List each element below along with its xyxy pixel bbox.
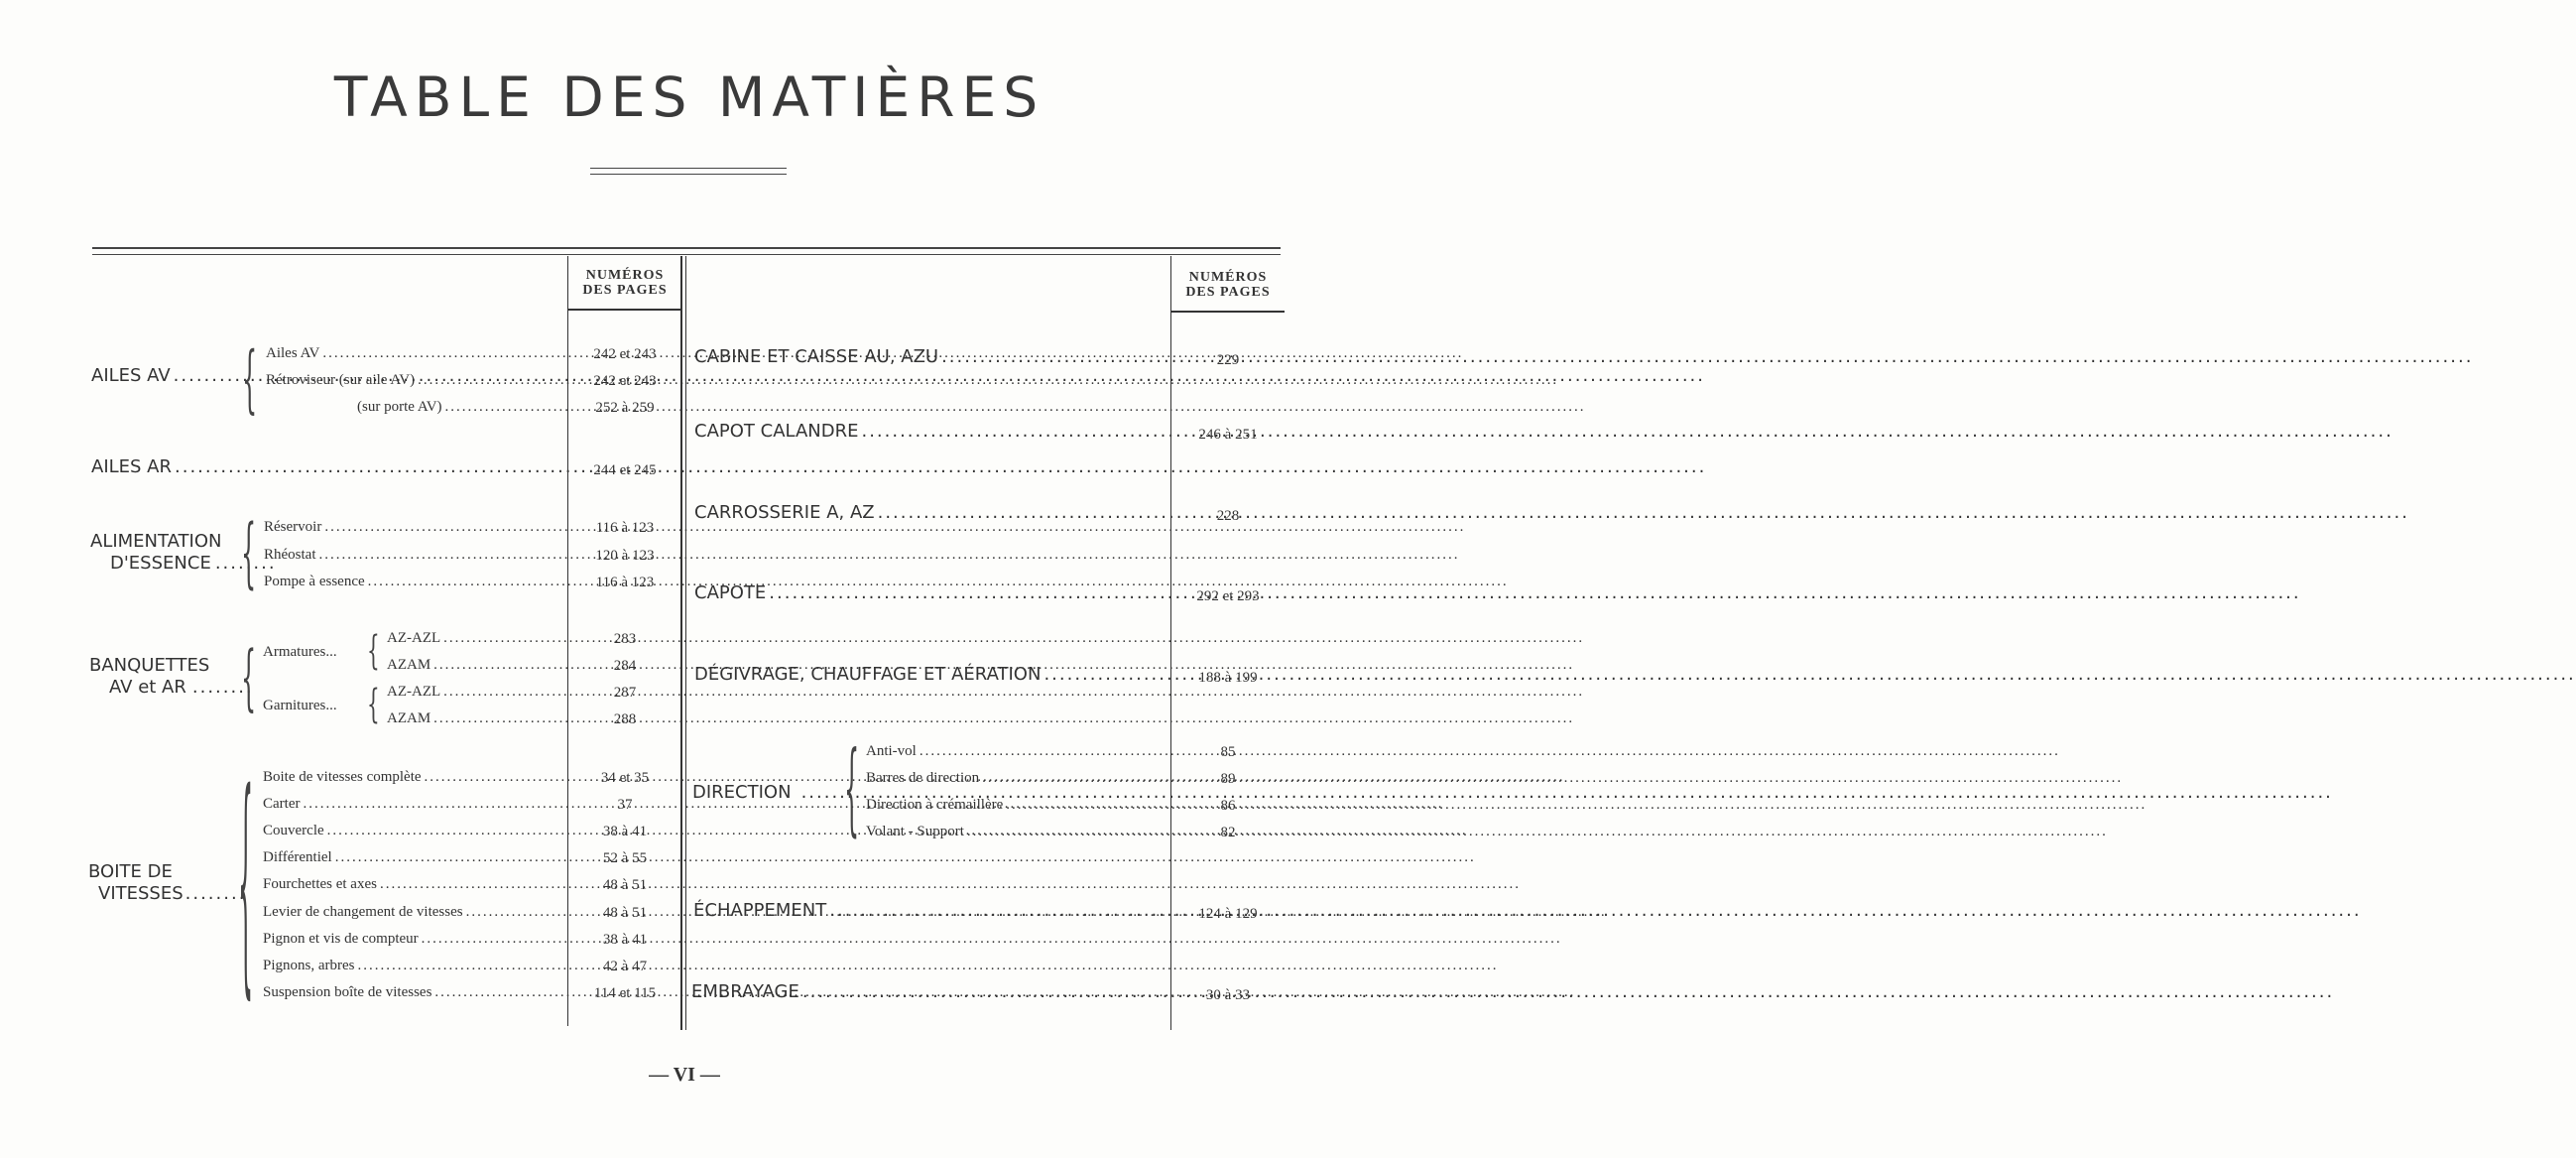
brace-icon: {	[241, 508, 257, 598]
page-number: 82	[1220, 825, 1236, 840]
brace-icon: {	[238, 744, 254, 1022]
page-number: 242 et 243	[593, 373, 657, 389]
item-label: Boite de vitesses complète	[263, 769, 422, 785]
section-direction	[692, 782, 841, 803]
page-number: 52 à 55	[602, 850, 648, 867]
toc-item	[866, 770, 1165, 787]
item-label: Rhéostat	[264, 547, 316, 563]
item-label: AZ-AZL	[387, 684, 441, 700]
toc-item	[263, 931, 563, 948]
toc-item	[263, 904, 563, 921]
page-number: 284	[613, 658, 637, 674]
toc-item	[263, 823, 563, 839]
page-number: 242 et 243	[593, 346, 657, 362]
item-label: Fourchettes et axes	[263, 876, 377, 893]
page-number: 287	[613, 685, 637, 701]
section-label: CAPOTE	[694, 582, 767, 603]
page-number: 48 à 51	[602, 904, 648, 921]
section-alimentation	[90, 531, 277, 575]
brace-icon: {	[241, 636, 257, 719]
page-number: 38 à 41	[602, 824, 648, 840]
section-boite-vitesses	[88, 861, 247, 905]
toc-item	[263, 849, 563, 866]
toc-item	[387, 684, 563, 701]
item-label: Pompe à essence	[264, 574, 365, 589]
section-label-line-1: BOITE DE	[88, 861, 173, 882]
toc-item	[264, 574, 563, 590]
toc-item	[266, 372, 563, 389]
toc-section-entry	[694, 664, 1165, 685]
page-number: 229	[1216, 352, 1240, 368]
leader-dots	[967, 824, 2108, 840]
toc-item	[263, 984, 563, 1001]
item-label: Couvercle	[263, 823, 324, 839]
toc-item	[263, 958, 563, 974]
section-label: CABINE ET CAISSE AU, AZU	[694, 346, 939, 367]
page-number: 246 à 251	[1198, 427, 1258, 443]
section-label: AILES AV	[91, 365, 171, 386]
leader-dots	[358, 958, 1499, 974]
page-title: TABLE DES MATIÈRES	[333, 65, 1045, 129]
toc-item	[357, 399, 563, 416]
page-number: 244 et 245	[593, 462, 657, 478]
toc-section-entry	[694, 421, 1165, 442]
leader-dots	[982, 770, 2123, 787]
item-label: AZAM	[387, 710, 431, 726]
leader-dots	[380, 876, 1521, 893]
table-top-rule	[92, 247, 1281, 255]
section-label: CAPOT CALANDRE	[694, 421, 859, 442]
section-label-line-1: BANQUETTES	[89, 655, 210, 676]
toc-item	[387, 657, 563, 674]
leader-dots	[175, 456, 1706, 477]
toc-item	[866, 743, 1165, 760]
page-number: 252 à 259	[595, 400, 655, 416]
item-label: Anti-vol	[866, 743, 917, 759]
item-label: Levier de changement de vitesses	[263, 903, 463, 920]
toc-section-entry	[694, 582, 1165, 603]
brace-icon: {	[367, 626, 380, 674]
page-number: 292 et 293	[1196, 588, 1260, 604]
section-banquettes	[89, 655, 258, 699]
toc-item	[387, 710, 563, 727]
section-label: EMBRAYAGE	[691, 981, 799, 1002]
page-number: 283	[613, 631, 637, 647]
item-label: AZAM	[387, 657, 431, 673]
left-pages-header	[568, 268, 681, 298]
item-label: Ailes AV	[266, 345, 320, 361]
section-label-line-2: AV et AR	[109, 677, 186, 698]
toc-item	[263, 796, 563, 813]
title-underline	[590, 168, 787, 175]
item-label: Pignons, arbres	[263, 957, 355, 973]
toc-section-entry	[691, 981, 1165, 1002]
section-ailes-ar	[91, 456, 563, 477]
toc-section-entry	[694, 346, 1165, 367]
page-number: 48 à 51	[602, 877, 648, 894]
page-number: 116 à 123	[595, 520, 655, 536]
item-label: Différentiel	[263, 849, 332, 866]
brace-icon: {	[367, 680, 380, 727]
page-number: 34 et 35	[600, 770, 650, 786]
item-label: Carter	[263, 796, 301, 813]
page-number: 30 à 33	[1205, 987, 1251, 1003]
leader-dots	[335, 849, 1476, 866]
item-label: Rétroviseur (sur aile AV)	[266, 372, 416, 388]
header-line-1: NUMÉROS	[1188, 270, 1268, 285]
section-label: DÉGIVRAGE, CHAUFFAGE ET AÉRATION	[694, 664, 1042, 685]
page-number-footer: — VI —	[649, 1064, 720, 1086]
toc-item	[266, 345, 563, 362]
leader-dots	[829, 900, 2361, 921]
item-label: (sur porte AV)	[357, 399, 442, 415]
toc-section-entry	[694, 502, 1165, 523]
leader-dots	[769, 582, 2300, 603]
page-number: 89	[1220, 771, 1236, 787]
brace-icon: {	[242, 335, 258, 423]
page-number: 120 à 123	[595, 548, 655, 564]
page-number: 116 à 123	[595, 575, 655, 590]
leader-dots: ........	[191, 677, 254, 698]
toc-item	[387, 630, 563, 647]
leader-dots: ........	[214, 553, 277, 574]
leader-dots	[802, 981, 2334, 1002]
toc-item	[264, 547, 563, 564]
right-pages-header	[1171, 270, 1285, 300]
toc-item	[263, 769, 563, 786]
page-number: 114 et 115	[593, 984, 657, 1001]
page-number: 288	[613, 711, 637, 727]
section-label: DIRECTION	[692, 782, 792, 803]
leader-dots	[920, 743, 2060, 760]
page-number: 85	[1220, 744, 1236, 760]
header-line-1: NUMÉROS	[585, 268, 665, 283]
leader-dots	[319, 547, 1460, 564]
section-label: CARROSSERIE A, AZ	[694, 502, 875, 523]
item-label: Réservoir	[264, 519, 322, 535]
toc-item	[264, 519, 563, 536]
group-garnitures: Garnitures...	[263, 698, 337, 713]
brace-icon: {	[844, 730, 860, 848]
item-label: Direction à crémaillère	[866, 797, 1004, 813]
group-armatures: Armatures...	[263, 644, 337, 660]
section-label-line-2: VITESSES	[98, 883, 184, 904]
leader-dots	[878, 502, 2409, 523]
group-label: Garnitures	[263, 698, 326, 713]
section-label: AILES AR	[91, 456, 172, 477]
page-number: 86	[1220, 798, 1236, 814]
page-number: 42 à 47	[602, 958, 648, 974]
header-line-2: DES PAGES	[582, 283, 668, 298]
left-header-rule	[568, 309, 681, 311]
page-number: 38 à 41	[602, 931, 648, 948]
item-label: Barres de direction	[866, 770, 980, 786]
section-ailes-av	[91, 365, 238, 386]
section-label-line-2: D'ESSENCE	[110, 553, 211, 574]
right-header-rule	[1171, 311, 1285, 313]
item-label: Pignon et vis de compteur	[263, 930, 419, 947]
page-number: 124 à 129	[1198, 906, 1258, 922]
page-number: 228	[1216, 508, 1240, 524]
header-line-2: DES PAGES	[1185, 285, 1271, 300]
section-label-line-1: ALIMENTATION	[90, 531, 222, 552]
toc-item	[866, 824, 1165, 840]
item-label: Suspension boîte de vitesses	[263, 983, 432, 1000]
toc-section-entry	[693, 900, 1165, 921]
leader-dots	[861, 421, 2392, 442]
section-label: ÉCHAPPEMENT	[693, 900, 827, 921]
toc-item	[263, 876, 563, 893]
toc-item	[866, 797, 1165, 814]
item-label: AZ-AZL	[387, 630, 441, 646]
page-number: 188 à 199	[1198, 670, 1258, 686]
page-number: 37	[617, 797, 633, 814]
item-label: Volant - Support	[866, 824, 964, 839]
leader-dots: ........	[184, 883, 247, 904]
group-label: Armatures	[263, 644, 326, 660]
